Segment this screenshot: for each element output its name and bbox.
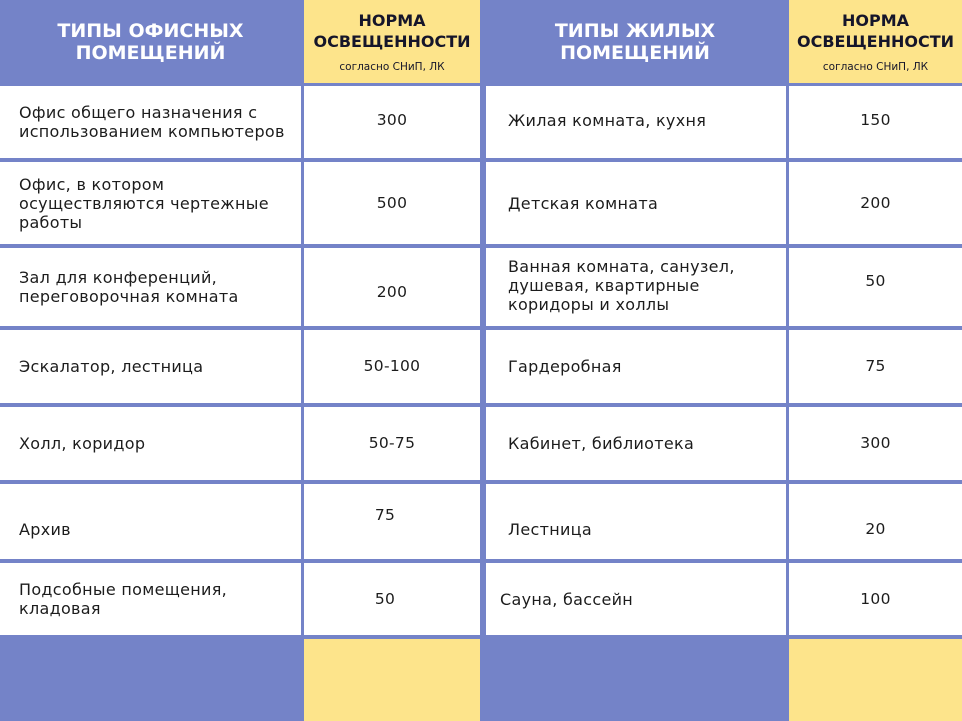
norm-title: НОРМА ОСВЕЩЕННОСТИ (313, 10, 471, 51)
residential-type-label: Детская комната (508, 193, 659, 213)
office-type-cell (0, 86, 301, 158)
office-norm-cell (304, 407, 480, 480)
office-norm-cell (304, 563, 480, 635)
residential-type-cell (486, 162, 786, 244)
office-type-label: Офис, в котором осуществляются чертежные работы (19, 174, 269, 232)
norm-title-2: НОРМА ОСВЕЩЕННОСТИ (796, 10, 955, 51)
residential-types-header (484, 0, 786, 83)
residential-norm-value: 200 (860, 193, 891, 212)
residential-type-cell (486, 484, 786, 559)
office-types-header (0, 0, 301, 83)
residential-type-label: Гардеробная (508, 357, 622, 376)
office-type-cell (0, 484, 301, 559)
residential-norm-cell (789, 407, 962, 480)
footer-cell (304, 639, 480, 721)
residential-norm-value: 150 (860, 110, 891, 129)
residential-norm-cell (789, 162, 962, 244)
residential-type-cell (486, 330, 786, 403)
office-type-cell (0, 162, 301, 244)
residential-types-title: ТИПЫ ЖИЛЫХ ПОМЕЩЕНИЙ (554, 19, 716, 64)
office-type-label: Холл, коридор (19, 434, 146, 453)
residential-type-label: Ванная комната, санузел, душевая, квартирные коридоры и холлы (508, 256, 735, 314)
residential-norm-cell (789, 86, 962, 158)
norm-header-residential (789, 0, 962, 83)
office-norm-value: 300 (376, 110, 408, 129)
office-type-label: Подсобные помещения, кладовая (19, 580, 228, 618)
office-norm-cell (304, 162, 480, 244)
office-norm-value: 75 (374, 506, 396, 524)
residential-norm-cell (789, 484, 962, 559)
office-norm-cell (304, 86, 480, 158)
norm-subtitle: согласно СНиП, ЛК (339, 60, 445, 73)
office-type-cell (0, 563, 301, 635)
residential-type-cell (486, 563, 786, 635)
residential-norm-value: 20 (865, 520, 886, 538)
residential-norm-value: 100 (860, 589, 891, 608)
office-type-cell (0, 248, 301, 326)
office-type-label: Зал для конференций, переговорочная комната (19, 268, 239, 306)
residential-type-label: Лестница (508, 520, 592, 539)
residential-norm-cell (789, 563, 962, 635)
office-norm-cell (304, 330, 480, 403)
residential-norm-cell (789, 330, 962, 403)
norm-subtitle-2: согласно СНиП, ЛК (822, 60, 929, 73)
residential-type-label: Сауна, бассейн (500, 589, 634, 609)
residential-norm-value: 75 (865, 357, 886, 375)
residential-norm-value: 300 (860, 434, 891, 452)
residential-type-cell (486, 86, 786, 158)
residential-type-cell (486, 407, 786, 480)
footer-cell (0, 639, 301, 721)
office-norm-value: 50-100 (363, 357, 421, 375)
norm-header-office (304, 0, 480, 83)
residential-type-cell (486, 248, 786, 326)
office-norm-cell (304, 248, 480, 326)
footer-cell (484, 639, 786, 721)
residential-norm-cell (789, 248, 962, 326)
office-types-title: ТИПЫ ОФИСНЫХ ПОМЕЩЕНИЙ (57, 19, 244, 64)
office-type-label: Офис общего назначения с использованием компьютеров (19, 103, 285, 141)
office-type-cell (0, 407, 301, 480)
office-type-label: Эскалатор, лестница (19, 357, 204, 376)
footer-cell (789, 639, 962, 721)
office-type-cell (0, 330, 301, 403)
office-norm-value: 50-75 (368, 434, 416, 452)
office-norm-value: 500 (376, 193, 408, 212)
residential-type-label: Жилая комната, кухня (508, 110, 707, 130)
residential-norm-value: 50 (865, 271, 886, 290)
office-type-label: Архив (19, 520, 71, 539)
office-norm-value: 50 (374, 589, 396, 608)
office-norm-cell (304, 484, 480, 559)
office-norm-value: 200 (376, 282, 408, 301)
residential-type-label: Кабинет, библиотека (508, 434, 695, 453)
